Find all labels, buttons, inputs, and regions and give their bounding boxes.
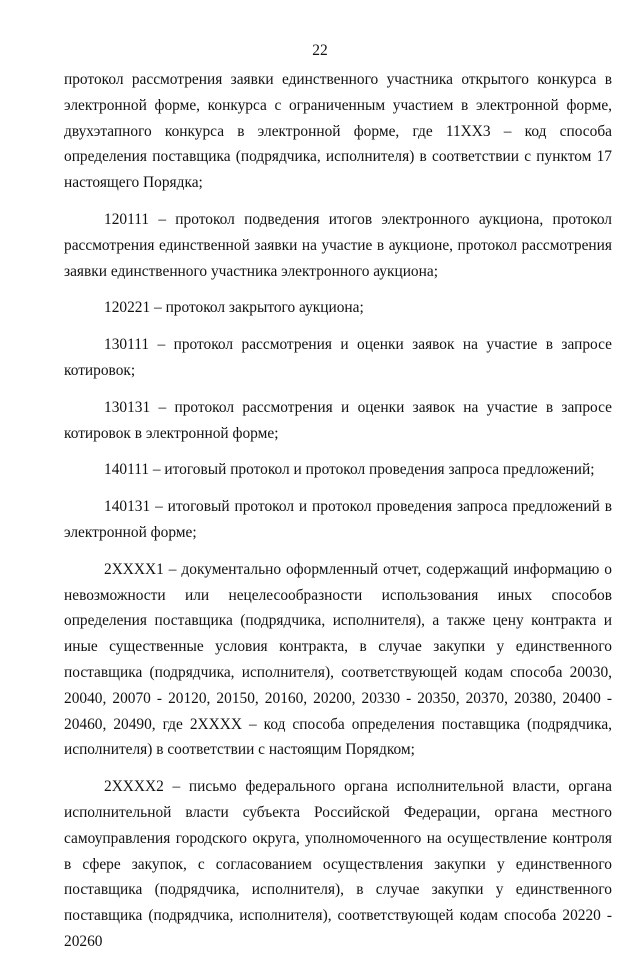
page-number: 22 — [312, 42, 328, 59]
document-body — [64, 67, 612, 955]
paragraph-code-140111: 140111 – итоговый протокол и протокол проведения запроса предложений; — [104, 461, 595, 479]
paragraph-code-2xxxx2: 2ХХХХ2 – письмо федерального органа исполнительной власти, органа исполнительной власти субъекта Российской Федерации, органа местного самоуправления городского округа, уполномоченного на осуществление контроля в сфере закупок, с согласованием осуществления закупки у единственного поставщика (подрядчика, исполнителя), в случае закупки у единственного поставщика (подрядчика, исполнителя), соответствующей кодам способа 20220 - 20260 — [64, 778, 612, 950]
paragraph-code-120111: 120111 – протокол подведения итогов электронного аукциона, протокол рассмотрения единственной заявки на участие в аукционе, протокол рассмотрения заявки единственного участника электронного аукциона; — [64, 210, 612, 280]
paragraph-code-2xxxx1: 2ХХХХ1 – документально оформленный отчет, содержащий информацию о невозможности или нецелесообразности использования иных способов определения поставщика (подрядчика, исполнителя), а также цену контракта и иные существенные условия контракта, в случае закупки у единственного поставщика (подрядчика, исполнителя), соответствующей кодам способа 20030, 20040, 20070 - 20120, 20150, 20160, 20200, 20330 - 20350, 20370, 20380, 20400 - 20460, 20490, где 2ХХХХ – код способа определения поставщика (подрядчика, исполнителя) в соответствии с настоящим Порядком; — [64, 560, 612, 759]
paragraph-code-120221: 120221 – протокол закрытого аукциона; — [104, 299, 364, 317]
paragraph-protocol-11xx3: протокол рассмотрения заявки единственного участника открытого конкурса в электронной форме, конкурса с ограниченным участием в электронной форме, двухэтапного конкурса в электронной форме, где 11ХХ3 – код способа определения поставщика (подрядчика, исполнителя) в соответствии с пунктом 17 настоящего Порядка; — [64, 71, 612, 192]
paragraph-code-140131: 140131 – итоговый протокол и протокол проведения запроса предложений в электронной форме; — [64, 498, 612, 541]
paragraph-code-130131: 130131 – протокол рассмотрения и оценки заявок на участие в запросе котировок в электронной форме; — [64, 398, 612, 442]
paragraph-code-130111: 130111 – протокол рассмотрения и оценки заявок на участие в запросе котировок; — [64, 336, 612, 379]
